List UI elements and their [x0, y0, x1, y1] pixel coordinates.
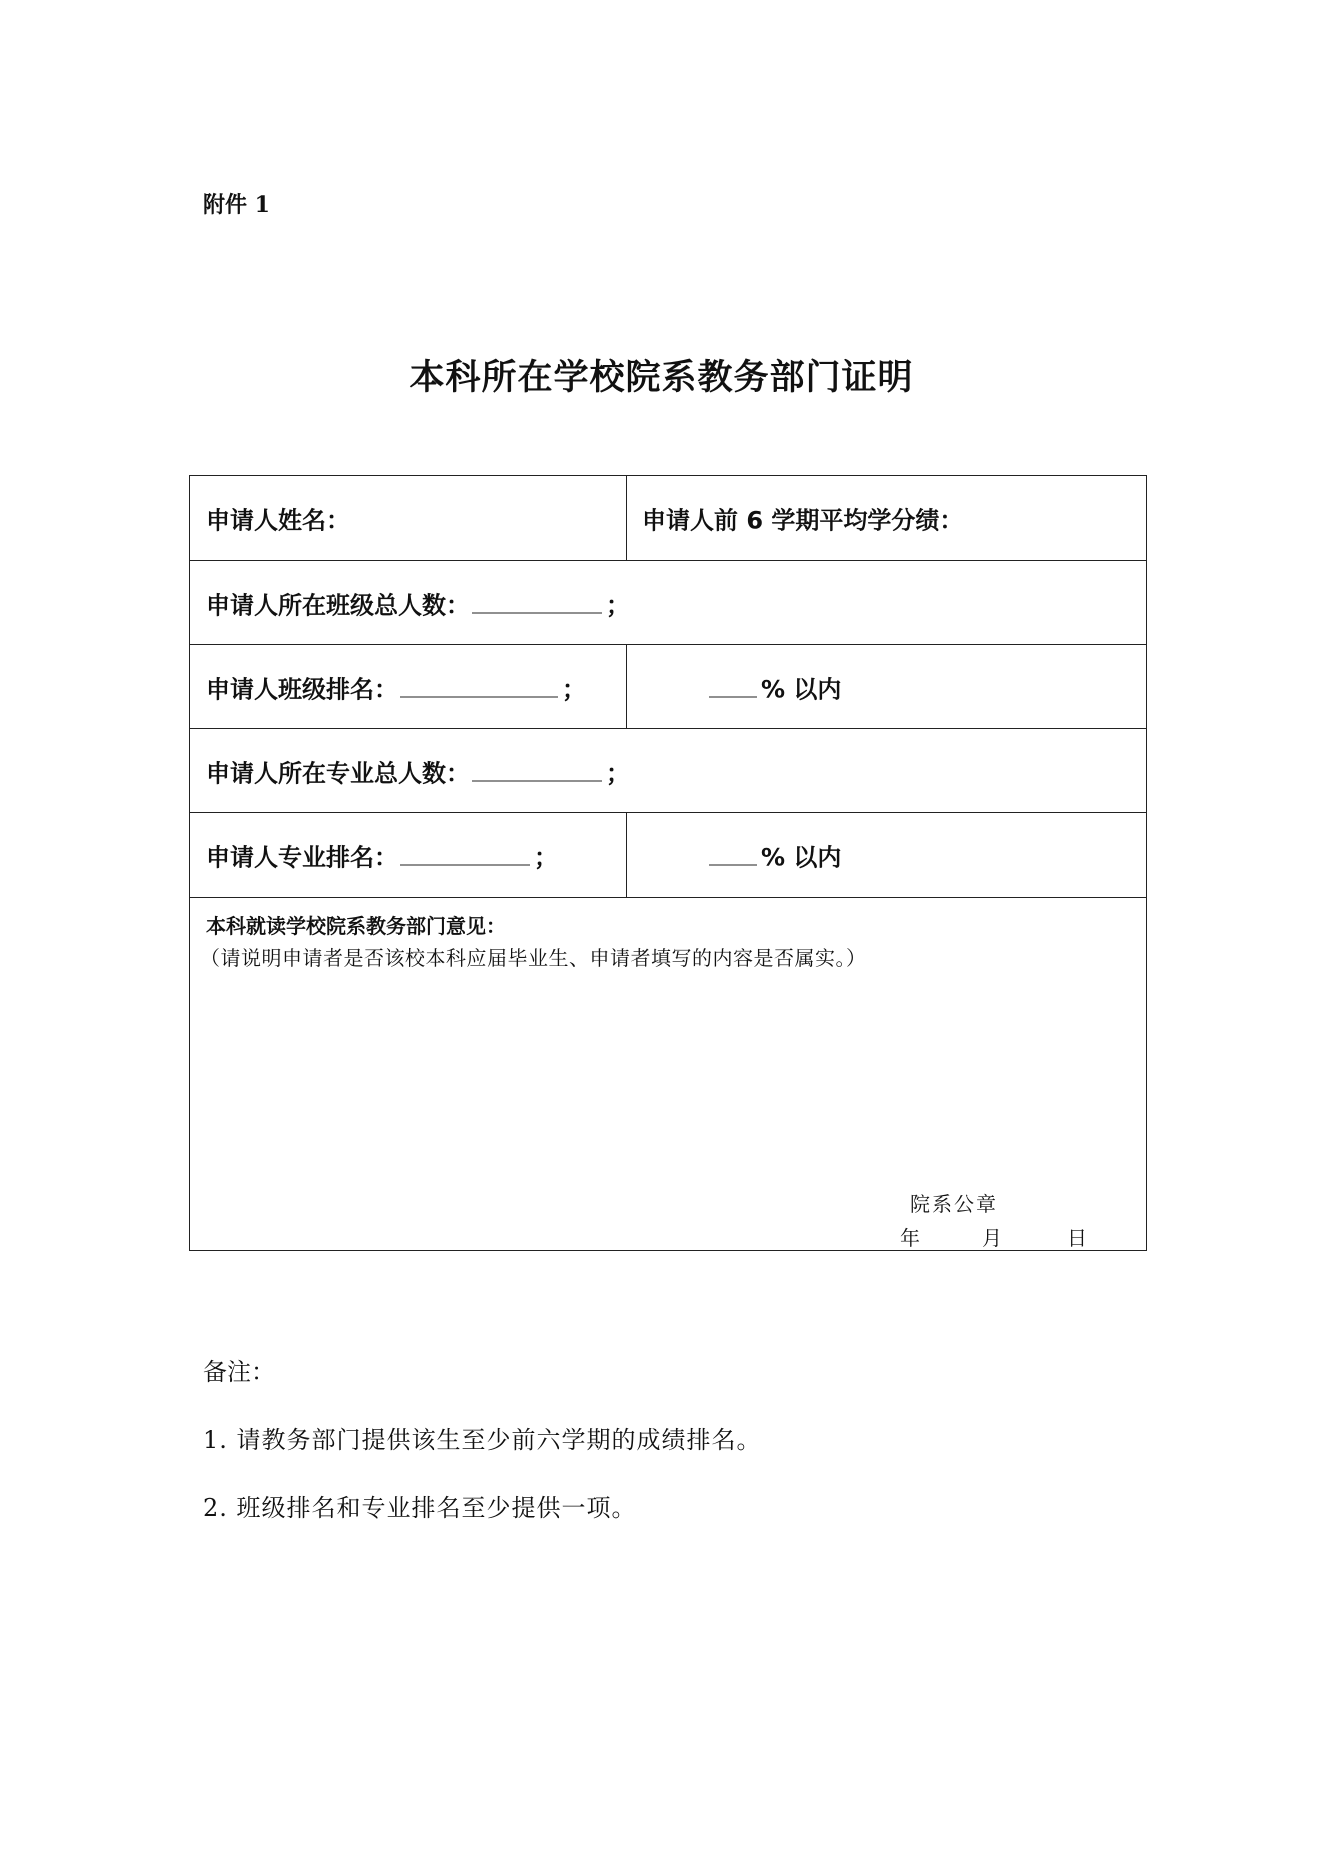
column-divider	[626, 645, 627, 728]
page-title: 本科所在学校院系教务部门证明	[409, 358, 914, 398]
class-rank-label: 申请人班级排名：	[206, 675, 398, 703]
major-rank-cell	[206, 838, 558, 873]
class-total-blank[interactable]	[472, 590, 602, 613]
class-total-label: 申请人所在班级总人数：	[206, 591, 470, 619]
form-row-opinion	[190, 898, 1146, 1250]
applicant-name-label: 申请人姓名：	[206, 506, 350, 535]
opinion-hint: （请说明申请者是否该校本科应届毕业生、申请者填写的内容是否属实。）	[200, 946, 867, 970]
major-rank-label: 申请人专业排名：	[206, 843, 398, 872]
class-total-semicolon: ；	[606, 591, 630, 619]
certificate-form-table	[189, 475, 1147, 1251]
column-divider	[626, 813, 627, 897]
major-total-cell	[206, 753, 630, 788]
notes-title: 备注：	[203, 1358, 275, 1386]
class-rank-blank[interactable]	[400, 674, 558, 697]
attachment-label: 附件 1	[203, 192, 270, 218]
class-rank-percent-blank[interactable]	[709, 674, 757, 697]
date-month-label: 月	[982, 1226, 1002, 1250]
major-rank-semicolon: ；	[534, 843, 558, 872]
form-row-major-total	[190, 729, 1146, 813]
seal-label: 院系公章	[910, 1192, 998, 1216]
class-rank-semicolon: ；	[562, 675, 586, 703]
major-total-blank[interactable]	[472, 758, 602, 781]
applicant-gpa-label: 申请人前 6 学期平均学分绩：	[642, 506, 964, 535]
major-rank-blank[interactable]	[400, 843, 530, 866]
class-rank-cell	[206, 669, 586, 704]
form-row-name-gpa	[190, 476, 1146, 561]
major-rank-percent-label: % 以内	[761, 843, 842, 872]
class-total-cell	[206, 585, 630, 620]
major-total-label: 申请人所在专业总人数：	[206, 759, 470, 787]
major-total-semicolon: ；	[606, 759, 630, 787]
column-divider	[626, 476, 627, 560]
class-rank-percent-label: % 以内	[761, 675, 842, 703]
note-item: 2. 班级排名和专业排名至少提供一项。	[203, 1494, 637, 1522]
form-row-class-rank	[190, 645, 1146, 729]
form-row-major-rank	[190, 813, 1146, 898]
date-day-label: 日	[1067, 1226, 1087, 1250]
major-rank-percent-cell	[709, 838, 841, 873]
class-rank-percent-cell	[709, 669, 841, 704]
note-item: 1. 请教务部门提供该生至少前六学期的成绩排名。	[203, 1426, 762, 1454]
form-row-class-total	[190, 561, 1146, 645]
opinion-title: 本科就读学校院系教务部门意见：	[206, 914, 506, 938]
date-year-label: 年	[900, 1226, 920, 1250]
major-rank-percent-blank[interactable]	[709, 843, 757, 866]
